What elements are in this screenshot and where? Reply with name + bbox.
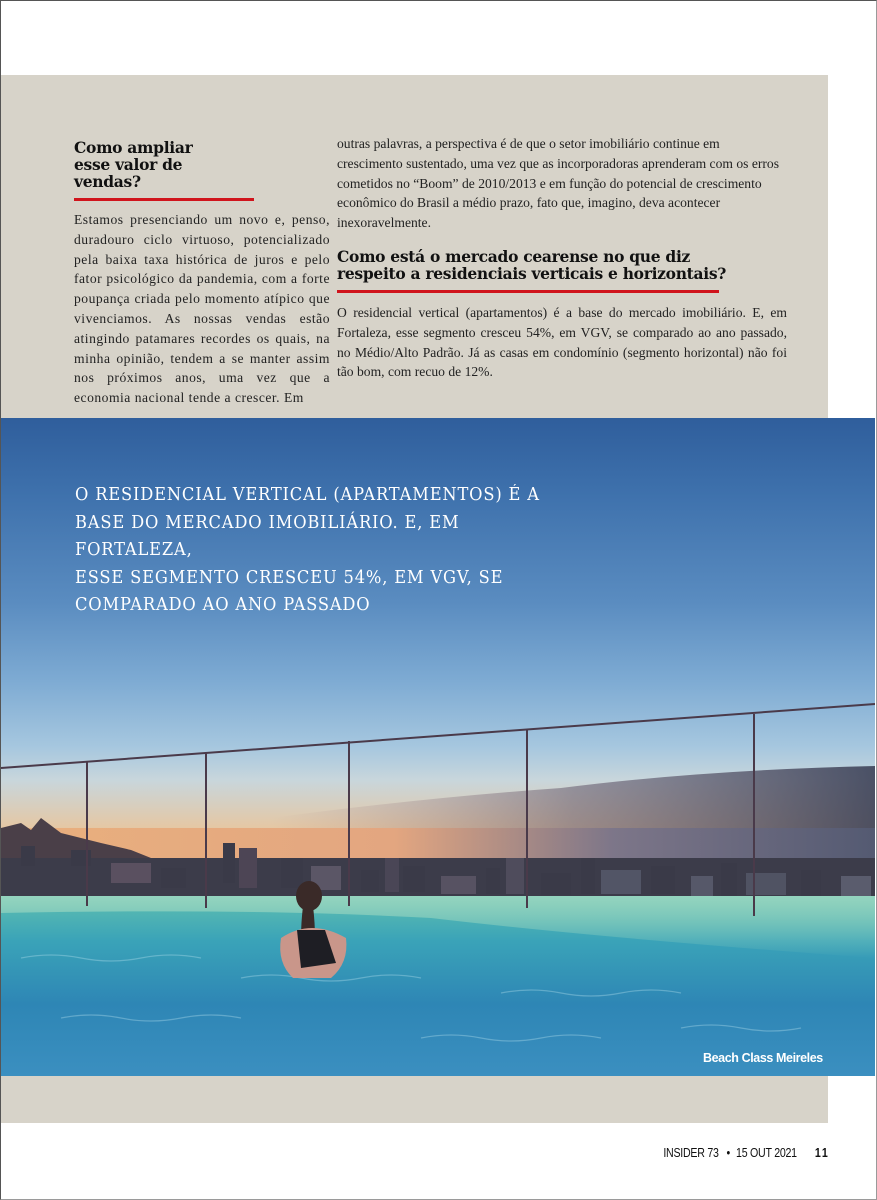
publication-name: INSIDER 73	[662, 1146, 719, 1160]
heading-line: esse valor de vendas?	[74, 155, 183, 191]
pull-quote-line: BASE DO MERCADO IMOBILIÁRIO. E, EM FORTALEZA,	[75, 512, 460, 560]
heading-line: Como está o mercado cearense no que diz	[337, 246, 691, 266]
section-heading-sales	[74, 139, 254, 190]
page-footer	[663, 1146, 829, 1160]
pull-quote-line: ESSE SEGMENTO CRESCEU 54%, EM VGV, SE	[75, 567, 504, 588]
pull-quote-line: COMPARADO AO ANO PASSADO	[75, 595, 371, 615]
paragraph-market: O residencial vertical (apartamentos) é a base do mercado imobiliário. E, em Fortaleza, esse segmento cresceu 54%, em VGV, se comparado ao ano passado, no Médio/Alto Padrão. Já as casas em condomínio (segmento horizontal) não foi tão bom, com recuo de 12%.	[337, 304, 787, 380]
heading-line: Como ampliar	[74, 138, 193, 157]
clouds	[271, 766, 875, 833]
heading-line: respeito a residenciais verticais e horizontais?	[337, 263, 727, 283]
page-number: 11	[814, 1146, 829, 1160]
article-column-left	[74, 138, 330, 408]
heading-red-rule	[337, 290, 719, 293]
pull-quote	[75, 482, 559, 620]
section-heading-market	[337, 248, 787, 282]
photo-caption: Beach Class Meireles	[703, 1051, 823, 1065]
pull-quote-line: O RESIDENCIAL VERTICAL (APARTAMENTOS) É A	[75, 485, 540, 505]
publication-date: 15 OUT 2021	[735, 1146, 797, 1160]
heading-red-rule	[74, 198, 254, 201]
footer-bullet: •	[725, 1146, 730, 1160]
paragraph-sales-continued: outras palavras, a perspectiva é de que o setor imobiliário continue em crescimento sustentado, uma vez que as incorporadoras aprenderam com os erros cometidos no “Boom” de 2010/2013 e em função do potencial de crescimento econômico do Brasil a médio prazo, fato que, imagino, deva acontecer inexoravelmente.	[337, 136, 780, 231]
paragraph-sales: Estamos presenciando um novo e, penso, duradouro ciclo virtuoso, potencializado pela baixa taxa histórica de juros e pelo fator psicológico da pandemia, com a forte poupança criada pelo momento atípico que vivenciamos. As nossas vendas estão atingindo patamares recordes os quais, na minha opinião, tendem a se manter assim nos próximos anos, uma vez que a economia nacional tende a crescer. Em	[74, 212, 330, 406]
article-column-right	[337, 136, 787, 382]
